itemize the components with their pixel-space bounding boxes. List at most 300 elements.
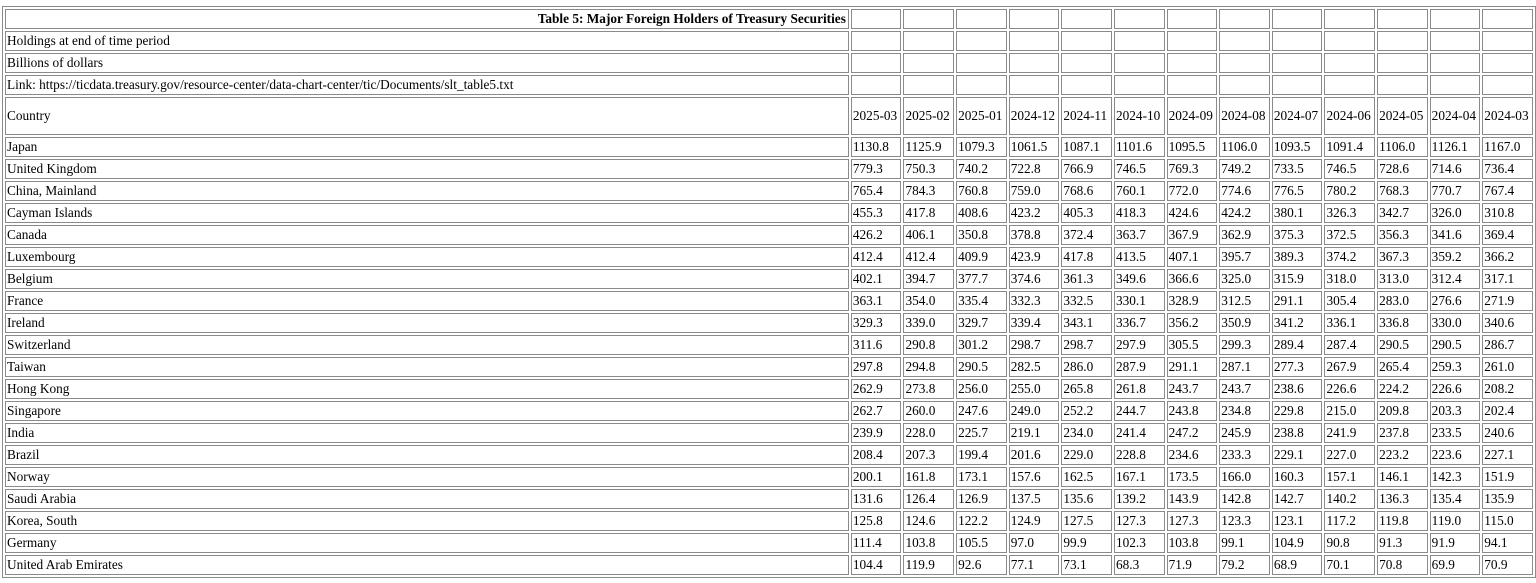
value-cell: 173.1 xyxy=(956,467,1007,487)
value-cell: 283.0 xyxy=(1377,291,1428,311)
value-cell: 79.2 xyxy=(1219,555,1270,575)
table-row xyxy=(5,225,1533,245)
value-cell: 374.6 xyxy=(1009,269,1060,289)
value-cell: 374.2 xyxy=(1324,247,1375,267)
value-cell: 233.5 xyxy=(1430,423,1481,443)
value-cell: 273.8 xyxy=(903,379,954,399)
country-header: Country xyxy=(5,97,849,135)
table-row xyxy=(5,357,1533,377)
table-row xyxy=(5,247,1533,267)
empty-cell xyxy=(1482,75,1533,95)
value-cell: 207.3 xyxy=(903,445,954,465)
value-cell: 377.7 xyxy=(956,269,1007,289)
table-row xyxy=(5,511,1533,531)
value-cell: 407.1 xyxy=(1167,247,1218,267)
value-cell: 356.2 xyxy=(1167,313,1218,333)
value-cell: 359.2 xyxy=(1430,247,1481,267)
value-cell: 774.6 xyxy=(1219,181,1270,201)
value-cell: 126.9 xyxy=(956,489,1007,509)
value-cell: 406.1 xyxy=(903,225,954,245)
value-cell: 215.0 xyxy=(1324,401,1375,421)
empty-cell xyxy=(851,31,902,51)
empty-cell xyxy=(1219,9,1270,29)
value-cell: 228.8 xyxy=(1114,445,1165,465)
value-cell: 1095.5 xyxy=(1167,137,1218,157)
period-header: 2024-10 xyxy=(1114,97,1165,135)
value-cell: 243.7 xyxy=(1219,379,1270,399)
table-row xyxy=(5,401,1533,421)
value-cell: 336.7 xyxy=(1114,313,1165,333)
value-cell: 714.6 xyxy=(1430,159,1481,179)
value-cell: 234.0 xyxy=(1061,423,1112,443)
value-cell: 289.4 xyxy=(1272,335,1323,355)
value-cell: 290.8 xyxy=(903,335,954,355)
value-cell: 413.5 xyxy=(1114,247,1165,267)
value-cell: 103.8 xyxy=(1167,533,1218,553)
value-cell: 294.8 xyxy=(903,357,954,377)
value-cell: 97.0 xyxy=(1009,533,1060,553)
value-cell: 219.1 xyxy=(1009,423,1060,443)
empty-cell xyxy=(903,9,954,29)
value-cell: 310.8 xyxy=(1482,203,1533,223)
value-cell: 162.5 xyxy=(1061,467,1112,487)
value-cell: 167.1 xyxy=(1114,467,1165,487)
table-row xyxy=(5,379,1533,399)
value-cell: 255.0 xyxy=(1009,379,1060,399)
value-cell: 142.3 xyxy=(1430,467,1481,487)
value-cell: 350.9 xyxy=(1219,313,1270,333)
table-row xyxy=(5,335,1533,355)
value-cell: 247.2 xyxy=(1167,423,1218,443)
value-cell: 336.1 xyxy=(1324,313,1375,333)
value-cell: 282.5 xyxy=(1009,357,1060,377)
value-cell: 77.1 xyxy=(1009,555,1060,575)
value-cell: 123.1 xyxy=(1272,511,1323,531)
value-cell: 335.4 xyxy=(956,291,1007,311)
value-cell: 341.6 xyxy=(1430,225,1481,245)
meta-row xyxy=(5,31,1533,51)
country-name: Canada xyxy=(5,225,849,245)
value-cell: 361.3 xyxy=(1061,269,1112,289)
country-name: United Kingdom xyxy=(5,159,849,179)
value-cell: 256.0 xyxy=(956,379,1007,399)
value-cell: 343.1 xyxy=(1061,313,1112,333)
value-cell: 94.1 xyxy=(1482,533,1533,553)
empty-cell xyxy=(1009,75,1060,95)
value-cell: 298.7 xyxy=(1009,335,1060,355)
value-cell: 223.2 xyxy=(1377,445,1428,465)
empty-cell xyxy=(1430,31,1481,51)
empty-cell xyxy=(1482,9,1533,29)
value-cell: 326.0 xyxy=(1430,203,1481,223)
value-cell: 265.4 xyxy=(1377,357,1428,377)
value-cell: 276.6 xyxy=(1430,291,1481,311)
value-cell: 455.3 xyxy=(851,203,902,223)
value-cell: 240.6 xyxy=(1482,423,1533,443)
empty-cell xyxy=(1114,75,1165,95)
value-cell: 131.6 xyxy=(851,489,902,509)
value-cell: 267.9 xyxy=(1324,357,1375,377)
empty-cell xyxy=(1324,75,1375,95)
value-cell: 423.2 xyxy=(1009,203,1060,223)
empty-cell xyxy=(1482,53,1533,73)
value-cell: 73.1 xyxy=(1061,555,1112,575)
value-cell: 224.2 xyxy=(1377,379,1428,399)
value-cell: 252.2 xyxy=(1061,401,1112,421)
empty-cell xyxy=(851,9,902,29)
country-name: India xyxy=(5,423,849,443)
value-cell: 766.9 xyxy=(1061,159,1112,179)
meta-row xyxy=(5,75,1533,95)
country-name: Singapore xyxy=(5,401,849,421)
value-cell: 290.5 xyxy=(1430,335,1481,355)
period-header: 2024-03 xyxy=(1482,97,1533,135)
table-row xyxy=(5,159,1533,179)
table-row xyxy=(5,269,1533,289)
holdings-table xyxy=(2,6,1536,578)
period-header: 2024-11 xyxy=(1061,97,1112,135)
country-name: Korea, South xyxy=(5,511,849,531)
table-row xyxy=(5,445,1533,465)
value-cell: 243.8 xyxy=(1167,401,1218,421)
period-header: 2024-12 xyxy=(1009,97,1060,135)
value-cell: 142.8 xyxy=(1219,489,1270,509)
country-name: United Arab Emirates xyxy=(5,555,849,575)
table-row xyxy=(5,533,1533,553)
value-cell: 157.1 xyxy=(1324,467,1375,487)
value-cell: 779.3 xyxy=(851,159,902,179)
empty-cell xyxy=(1009,9,1060,29)
table-row xyxy=(5,313,1533,333)
empty-cell xyxy=(1061,53,1112,73)
empty-cell xyxy=(1377,53,1428,73)
value-cell: 239.9 xyxy=(851,423,902,443)
table-row xyxy=(5,555,1533,575)
empty-cell xyxy=(1167,53,1218,73)
value-cell: 339.4 xyxy=(1009,313,1060,333)
value-cell: 70.9 xyxy=(1482,555,1533,575)
value-cell: 408.6 xyxy=(956,203,1007,223)
period-header: 2024-09 xyxy=(1167,97,1218,135)
value-cell: 104.4 xyxy=(851,555,902,575)
value-cell: 1079.3 xyxy=(956,137,1007,157)
value-cell: 776.5 xyxy=(1272,181,1323,201)
value-cell: 740.2 xyxy=(956,159,1007,179)
value-cell: 243.7 xyxy=(1167,379,1218,399)
value-cell: 367.3 xyxy=(1377,247,1428,267)
value-cell: 259.3 xyxy=(1430,357,1481,377)
value-cell: 363.7 xyxy=(1114,225,1165,245)
value-cell: 234.6 xyxy=(1167,445,1218,465)
empty-cell xyxy=(1061,9,1112,29)
value-cell: 418.3 xyxy=(1114,203,1165,223)
value-cell: 287.4 xyxy=(1324,335,1375,355)
empty-cell xyxy=(1430,75,1481,95)
value-cell: 372.4 xyxy=(1061,225,1112,245)
period-header: 2024-06 xyxy=(1324,97,1375,135)
value-cell: 409.9 xyxy=(956,247,1007,267)
value-cell: 115.0 xyxy=(1482,511,1533,531)
country-name: Luxembourg xyxy=(5,247,849,267)
empty-cell xyxy=(1482,31,1533,51)
empty-cell xyxy=(1167,31,1218,51)
empty-cell xyxy=(1430,9,1481,29)
table-title: Table 5: Major Foreign Holders of Treasury Securities xyxy=(5,9,849,29)
value-cell: 135.9 xyxy=(1482,489,1533,509)
value-cell: 260.0 xyxy=(903,401,954,421)
country-name: France xyxy=(5,291,849,311)
value-cell: 119.8 xyxy=(1377,511,1428,531)
value-cell: 90.8 xyxy=(1324,533,1375,553)
value-cell: 1101.6 xyxy=(1114,137,1165,157)
empty-cell xyxy=(903,53,954,73)
value-cell: 135.6 xyxy=(1061,489,1112,509)
header-row xyxy=(5,97,1533,135)
value-cell: 746.5 xyxy=(1324,159,1375,179)
table-wrapper xyxy=(2,6,1536,578)
empty-cell xyxy=(1114,53,1165,73)
value-cell: 105.5 xyxy=(956,533,1007,553)
value-cell: 70.8 xyxy=(1377,555,1428,575)
value-cell: 286.0 xyxy=(1061,357,1112,377)
value-cell: 238.8 xyxy=(1272,423,1323,443)
empty-cell xyxy=(1272,9,1323,29)
value-cell: 336.8 xyxy=(1377,313,1428,333)
value-cell: 277.3 xyxy=(1272,357,1323,377)
empty-cell xyxy=(1272,53,1323,73)
value-cell: 125.8 xyxy=(851,511,902,531)
value-cell: 99.9 xyxy=(1061,533,1112,553)
value-cell: 229.0 xyxy=(1061,445,1112,465)
value-cell: 262.7 xyxy=(851,401,902,421)
value-cell: 297.8 xyxy=(851,357,902,377)
value-cell: 1125.9 xyxy=(903,137,954,157)
empty-cell xyxy=(903,75,954,95)
value-cell: 143.9 xyxy=(1167,489,1218,509)
empty-cell xyxy=(903,31,954,51)
empty-cell xyxy=(1430,53,1481,73)
value-cell: 227.1 xyxy=(1482,445,1533,465)
value-cell: 746.5 xyxy=(1114,159,1165,179)
value-cell: 298.7 xyxy=(1061,335,1112,355)
country-name: Norway xyxy=(5,467,849,487)
value-cell: 356.3 xyxy=(1377,225,1428,245)
empty-cell xyxy=(1377,31,1428,51)
value-cell: 228.0 xyxy=(903,423,954,443)
value-cell: 417.8 xyxy=(903,203,954,223)
value-cell: 312.5 xyxy=(1219,291,1270,311)
value-cell: 68.9 xyxy=(1272,555,1323,575)
value-cell: 769.3 xyxy=(1167,159,1218,179)
value-cell: 1106.0 xyxy=(1219,137,1270,157)
empty-cell xyxy=(851,53,902,73)
value-cell: 367.9 xyxy=(1167,225,1218,245)
value-cell: 234.8 xyxy=(1219,401,1270,421)
value-cell: 139.2 xyxy=(1114,489,1165,509)
value-cell: 349.6 xyxy=(1114,269,1165,289)
value-cell: 1106.0 xyxy=(1377,137,1428,157)
period-header: 2024-08 xyxy=(1219,97,1270,135)
value-cell: 328.9 xyxy=(1167,291,1218,311)
value-cell: 142.7 xyxy=(1272,489,1323,509)
value-cell: 760.1 xyxy=(1114,181,1165,201)
value-cell: 389.3 xyxy=(1272,247,1323,267)
country-name: Hong Kong xyxy=(5,379,849,399)
value-cell: 151.9 xyxy=(1482,467,1533,487)
value-cell: 119.9 xyxy=(903,555,954,575)
value-cell: 394.7 xyxy=(903,269,954,289)
value-cell: 261.8 xyxy=(1114,379,1165,399)
value-cell: 330.1 xyxy=(1114,291,1165,311)
value-cell: 199.4 xyxy=(956,445,1007,465)
empty-cell xyxy=(956,53,1007,73)
value-cell: 315.9 xyxy=(1272,269,1323,289)
value-cell: 123.3 xyxy=(1219,511,1270,531)
value-cell: 767.4 xyxy=(1482,181,1533,201)
value-cell: 1093.5 xyxy=(1272,137,1323,157)
value-cell: 92.6 xyxy=(956,555,1007,575)
value-cell: 329.3 xyxy=(851,313,902,333)
value-cell: 124.6 xyxy=(903,511,954,531)
value-cell: 369.4 xyxy=(1482,225,1533,245)
value-cell: 71.9 xyxy=(1167,555,1218,575)
empty-cell xyxy=(1272,75,1323,95)
value-cell: 229.8 xyxy=(1272,401,1323,421)
table-row xyxy=(5,489,1533,509)
value-cell: 237.8 xyxy=(1377,423,1428,443)
value-cell: 208.4 xyxy=(851,445,902,465)
value-cell: 312.4 xyxy=(1430,269,1481,289)
value-cell: 342.7 xyxy=(1377,203,1428,223)
value-cell: 366.6 xyxy=(1167,269,1218,289)
value-cell: 91.3 xyxy=(1377,533,1428,553)
period-header: 2025-01 xyxy=(956,97,1007,135)
value-cell: 770.7 xyxy=(1430,181,1481,201)
value-cell: 402.1 xyxy=(851,269,902,289)
value-cell: 305.4 xyxy=(1324,291,1375,311)
table-row xyxy=(5,291,1533,311)
value-cell: 160.3 xyxy=(1272,467,1323,487)
value-cell: 200.1 xyxy=(851,467,902,487)
value-cell: 750.3 xyxy=(903,159,954,179)
value-cell: 290.5 xyxy=(956,357,1007,377)
value-cell: 157.6 xyxy=(1009,467,1060,487)
value-cell: 372.5 xyxy=(1324,225,1375,245)
value-cell: 140.2 xyxy=(1324,489,1375,509)
value-cell: 241.9 xyxy=(1324,423,1375,443)
value-cell: 301.2 xyxy=(956,335,1007,355)
value-cell: 378.8 xyxy=(1009,225,1060,245)
value-cell: 223.6 xyxy=(1430,445,1481,465)
value-cell: 91.9 xyxy=(1430,533,1481,553)
value-cell: 117.2 xyxy=(1324,511,1375,531)
empty-cell xyxy=(1114,9,1165,29)
value-cell: 146.1 xyxy=(1377,467,1428,487)
empty-cell xyxy=(1167,9,1218,29)
empty-cell xyxy=(1219,53,1270,73)
value-cell: 291.1 xyxy=(1272,291,1323,311)
value-cell: 286.7 xyxy=(1482,335,1533,355)
value-cell: 1126.1 xyxy=(1430,137,1481,157)
period-header: 2024-07 xyxy=(1272,97,1323,135)
value-cell: 326.3 xyxy=(1324,203,1375,223)
empty-cell xyxy=(851,75,902,95)
value-cell: 318.0 xyxy=(1324,269,1375,289)
period-header: 2025-02 xyxy=(903,97,954,135)
table-row xyxy=(5,203,1533,223)
value-cell: 271.9 xyxy=(1482,291,1533,311)
value-cell: 124.9 xyxy=(1009,511,1060,531)
value-cell: 68.3 xyxy=(1114,555,1165,575)
empty-cell xyxy=(956,9,1007,29)
value-cell: 332.3 xyxy=(1009,291,1060,311)
value-cell: 412.4 xyxy=(851,247,902,267)
value-cell: 759.0 xyxy=(1009,181,1060,201)
value-cell: 127.5 xyxy=(1061,511,1112,531)
period-header: 2025-03 xyxy=(851,97,902,135)
value-cell: 127.3 xyxy=(1114,511,1165,531)
value-cell: 126.4 xyxy=(903,489,954,509)
value-cell: 332.5 xyxy=(1061,291,1112,311)
empty-cell xyxy=(1219,31,1270,51)
empty-cell xyxy=(1324,53,1375,73)
value-cell: 350.8 xyxy=(956,225,1007,245)
value-cell: 749.2 xyxy=(1219,159,1270,179)
value-cell: 99.1 xyxy=(1219,533,1270,553)
value-cell: 208.2 xyxy=(1482,379,1533,399)
value-cell: 287.9 xyxy=(1114,357,1165,377)
empty-cell xyxy=(956,75,1007,95)
value-cell: 380.1 xyxy=(1272,203,1323,223)
empty-cell xyxy=(1061,31,1112,51)
value-cell: 330.0 xyxy=(1430,313,1481,333)
value-cell: 760.8 xyxy=(956,181,1007,201)
empty-cell xyxy=(1377,75,1428,95)
value-cell: 728.6 xyxy=(1377,159,1428,179)
empty-cell xyxy=(1219,75,1270,95)
value-cell: 1061.5 xyxy=(1009,137,1060,157)
value-cell: 166.0 xyxy=(1219,467,1270,487)
value-cell: 225.7 xyxy=(956,423,1007,443)
meta-text: Holdings at end of time period xyxy=(5,31,849,51)
value-cell: 161.8 xyxy=(903,467,954,487)
empty-cell xyxy=(1061,75,1112,95)
value-cell: 722.8 xyxy=(1009,159,1060,179)
value-cell: 203.3 xyxy=(1430,401,1481,421)
value-cell: 366.2 xyxy=(1482,247,1533,267)
value-cell: 417.8 xyxy=(1061,247,1112,267)
value-cell: 1167.0 xyxy=(1482,137,1533,157)
value-cell: 424.6 xyxy=(1167,203,1218,223)
value-cell: 287.1 xyxy=(1219,357,1270,377)
value-cell: 311.6 xyxy=(851,335,902,355)
value-cell: 768.3 xyxy=(1377,181,1428,201)
value-cell: 317.1 xyxy=(1482,269,1533,289)
value-cell: 238.6 xyxy=(1272,379,1323,399)
empty-cell xyxy=(1009,53,1060,73)
value-cell: 127.3 xyxy=(1167,511,1218,531)
country-name: Germany xyxy=(5,533,849,553)
empty-cell xyxy=(1272,31,1323,51)
value-cell: 426.2 xyxy=(851,225,902,245)
value-cell: 227.0 xyxy=(1324,445,1375,465)
value-cell: 261.0 xyxy=(1482,357,1533,377)
value-cell: 136.3 xyxy=(1377,489,1428,509)
country-name: Belgium xyxy=(5,269,849,289)
value-cell: 768.6 xyxy=(1061,181,1112,201)
value-cell: 733.5 xyxy=(1272,159,1323,179)
value-cell: 340.6 xyxy=(1482,313,1533,333)
